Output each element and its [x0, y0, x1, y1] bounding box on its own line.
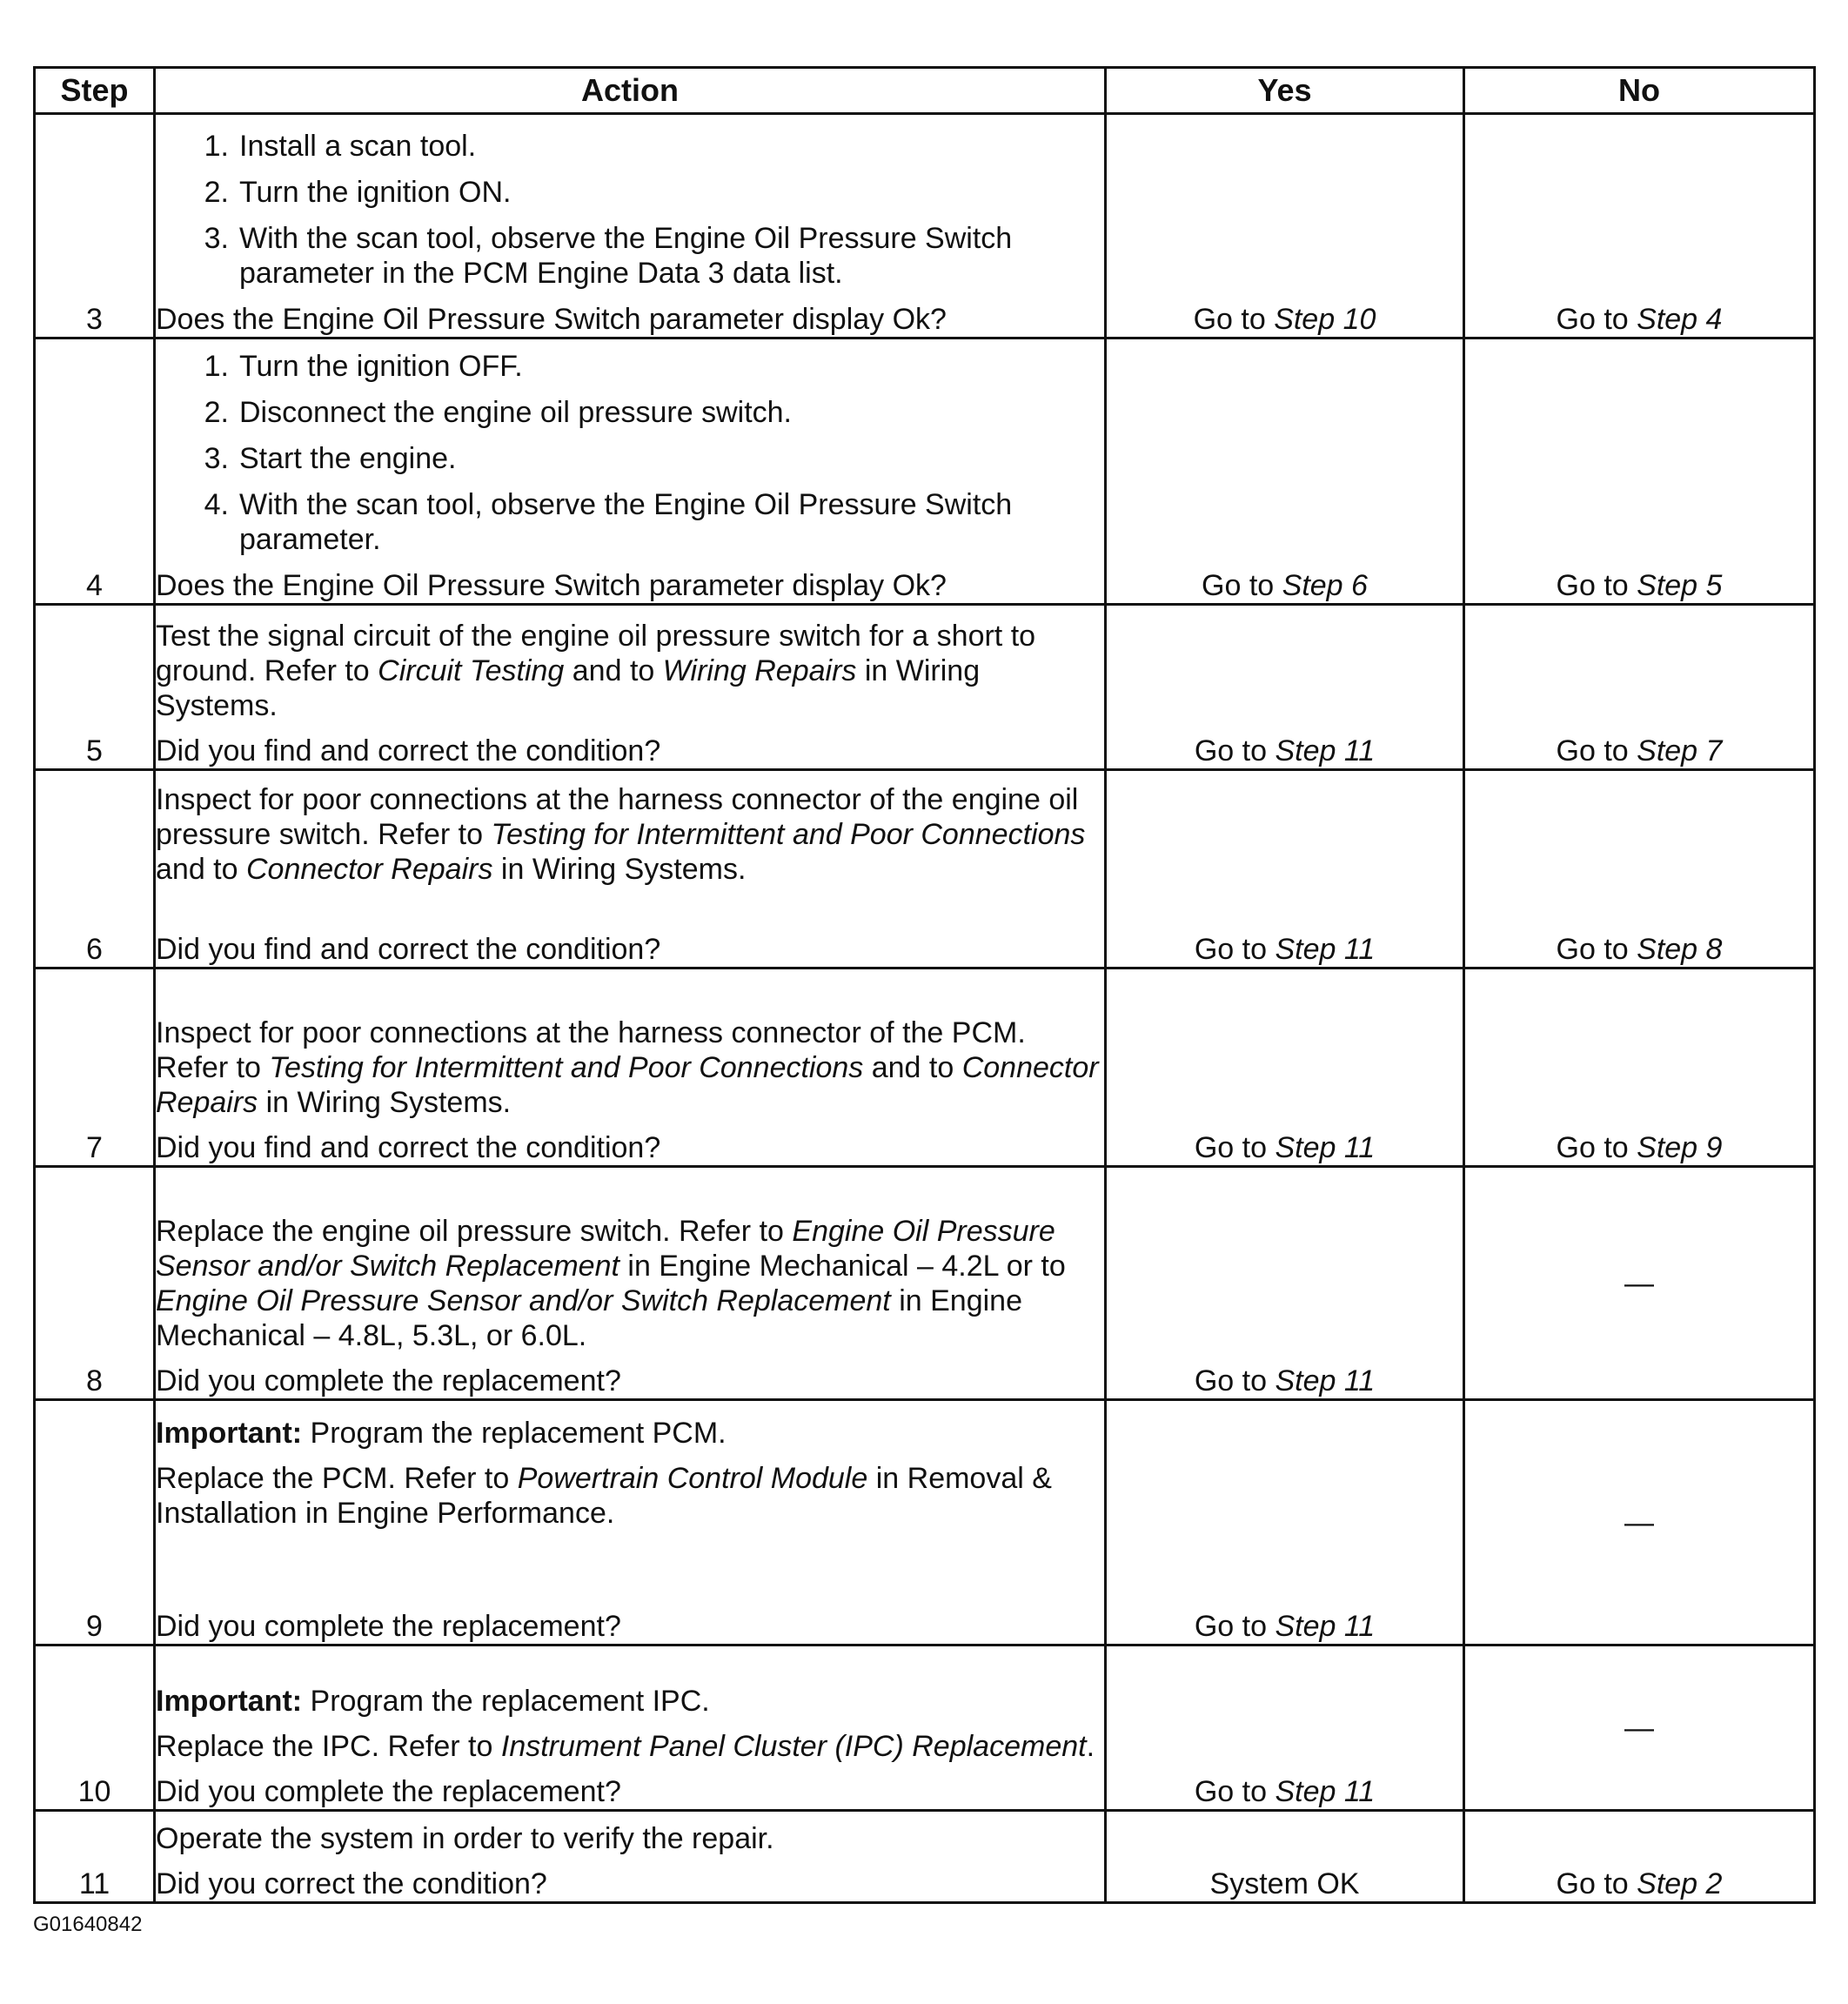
yes-cell: Go to Step 11: [1106, 1645, 1464, 1811]
step-link: Step 11: [1275, 1775, 1376, 1808]
table-row: [35, 1811, 1815, 1903]
action-text: Inspect for poor connections at the harness connector of the PCM. Refer to Testing for Intermittent and Poor Connections and to Connector Repairs in Wiring Systems.: [156, 1016, 1099, 1119]
step-number: 8: [35, 1167, 155, 1400]
diagnostic-steps-table: [33, 66, 1816, 1904]
step-link: Step 2: [1637, 1867, 1723, 1900]
list-item: 1. Turn the ignition OFF.: [204, 350, 523, 383]
action-cell: [155, 968, 1106, 1167]
reference-link: Engine Oil Pressure Sensor and/or Switch Replacement: [156, 1284, 891, 1317]
question-text: Did you find and correct the condition?: [156, 933, 661, 966]
table-row: [35, 770, 1815, 968]
step-link: Step 11: [1275, 1131, 1376, 1164]
action-cell: [155, 1167, 1106, 1400]
yes-cell: System OK: [1106, 1811, 1464, 1903]
action-cell: [155, 1811, 1106, 1903]
list-item: 3. With the scan tool, observe the Engine Oil Pressure Switch parameter in the PCM Engine Data 3 data list.: [204, 222, 1013, 290]
reference-link: Testing for Intermittent and Poor Connections: [491, 818, 1086, 851]
question-text: Did you complete the replacement?: [156, 1364, 621, 1397]
step-link: Step 6: [1282, 569, 1368, 602]
question-text: Does the Engine Oil Pressure Switch parameter display Ok?: [156, 303, 947, 336]
action-text: Replace the PCM. Refer to Powertrain Control Module in Removal & Installation in Engine Performance.: [156, 1462, 1052, 1530]
action-cell: [155, 605, 1106, 770]
action-list: [156, 349, 1104, 557]
step-link: Step 11: [1275, 933, 1376, 966]
header-action: Action: [155, 68, 1106, 114]
action-text: Replace the IPC. Refer to Instrument Panel Cluster (IPC) Replacement.: [156, 1730, 1095, 1763]
table-row: [35, 1645, 1815, 1811]
table-row: [35, 968, 1815, 1167]
table-row: [35, 338, 1815, 605]
step-link: Step 5: [1637, 569, 1723, 602]
no-cell: Go to Step 7: [1464, 605, 1815, 770]
yes-cell: Go to Step 11: [1106, 968, 1464, 1167]
yes-cell: Go to Step 10: [1106, 114, 1464, 338]
header-yes: Yes: [1106, 68, 1464, 114]
list-item: 2. Turn the ignition ON.: [204, 176, 512, 209]
action-cell: [155, 770, 1106, 968]
step-number: 3: [35, 114, 155, 338]
important-note: Important: Program the replacement PCM.: [156, 1417, 726, 1450]
table-row: [35, 605, 1815, 770]
no-cell: Go to Step 4: [1464, 114, 1815, 338]
action-text: Operate the system in order to verify the repair.: [156, 1822, 774, 1855]
no-cell: —: [1464, 1167, 1815, 1400]
action-text: Replace the engine oil pressure switch. Refer to Engine Oil Pressure Sensor and/or Switch Replacement in Engine Mechanical – 4.2L or to Engine Oil Pressure Sensor and/or Switch Replacement in Engine Mechanical – 4.8L, 5.3L, or 6.0L.: [156, 1215, 1066, 1352]
action-cell: [155, 1400, 1106, 1645]
reference-link: Instrument Panel Cluster (IPC) Replacement: [500, 1730, 1087, 1763]
step-number: 9: [35, 1400, 155, 1645]
step-link: Step 11: [1275, 734, 1376, 767]
action-text: Inspect for poor connections at the harness connector of the engine oil pressure switch. Refer to Testing for Intermittent and Poor Connections and to Connector Repairs in Wiring Systems.: [156, 783, 1086, 886]
list-item: 4. With the scan tool, observe the Engine Oil Pressure Switch parameter.: [204, 488, 1013, 556]
action-cell: [155, 114, 1106, 338]
important-label: Important:: [156, 1417, 303, 1450]
question-text: Does the Engine Oil Pressure Switch parameter display Ok?: [156, 569, 947, 602]
important-note: Important: Program the replacement IPC.: [156, 1685, 710, 1718]
step-number: 10: [35, 1645, 155, 1811]
no-cell: Go to Step 2: [1464, 1811, 1815, 1903]
step-number: 7: [35, 968, 155, 1167]
list-item: 1. Install a scan tool.: [204, 130, 477, 163]
question-text: Did you complete the replacement?: [156, 1610, 621, 1643]
question-text: Did you complete the replacement?: [156, 1775, 621, 1808]
no-cell: —: [1464, 1400, 1815, 1645]
reference-link: Testing for Intermittent and Poor Connections: [269, 1051, 864, 1084]
step-link: Step 8: [1637, 933, 1723, 966]
reference-link: Circuit Testing: [378, 654, 565, 687]
step-number: 6: [35, 770, 155, 968]
list-item: 2. Disconnect the engine oil pressure switch.: [204, 396, 792, 429]
step-link: Step 4: [1637, 303, 1723, 336]
yes-cell: Go to Step 11: [1106, 605, 1464, 770]
yes-cell: Go to Step 11: [1106, 1400, 1464, 1645]
step-link: Step 11: [1275, 1610, 1376, 1643]
header-no: No: [1464, 68, 1815, 114]
step-link: Step 7: [1637, 734, 1723, 767]
reference-link: Wiring Repairs: [662, 654, 857, 687]
step-number: 11: [35, 1811, 155, 1903]
action-cell: [155, 1645, 1106, 1811]
table-row: [35, 1400, 1815, 1645]
yes-cell: Go to Step 6: [1106, 338, 1464, 605]
action-list: [156, 129, 1104, 291]
no-cell: —: [1464, 1645, 1815, 1811]
step-number: 5: [35, 605, 155, 770]
reference-link: Connector Repairs: [156, 1051, 1099, 1119]
header-row: [35, 68, 1815, 114]
step-link: Step 10: [1274, 303, 1376, 336]
list-item: 3. Start the engine.: [204, 442, 457, 475]
table-row: [35, 114, 1815, 338]
important-label: Important:: [156, 1685, 303, 1718]
figure-id: G01640842: [33, 1913, 143, 1936]
table-row: [35, 1167, 1815, 1400]
step-link: Step 9: [1637, 1131, 1723, 1164]
step-link: Step 11: [1275, 1364, 1376, 1397]
question-text: Did you find and correct the condition?: [156, 1131, 661, 1164]
no-cell: Go to Step 5: [1464, 338, 1815, 605]
reference-link: Powertrain Control Module: [517, 1462, 868, 1495]
yes-cell: Go to Step 11: [1106, 1167, 1464, 1400]
no-cell: Go to Step 8: [1464, 770, 1815, 968]
action-cell: [155, 338, 1106, 605]
question-text: Did you find and correct the condition?: [156, 734, 661, 767]
action-text: Test the signal circuit of the engine oil pressure switch for a short to ground. Refer to Circuit Testing and to Wiring Repairs in Wiring Systems.: [156, 620, 1036, 722]
reference-link: Engine Oil Pressure Sensor and/or Switch Replacement: [156, 1215, 1055, 1283]
header-step: Step: [35, 68, 155, 114]
question-text: Did you correct the condition?: [156, 1867, 547, 1900]
step-number: 4: [35, 338, 155, 605]
no-cell: Go to Step 9: [1464, 968, 1815, 1167]
reference-link: Connector Repairs: [245, 853, 493, 886]
yes-cell: Go to Step 11: [1106, 770, 1464, 968]
